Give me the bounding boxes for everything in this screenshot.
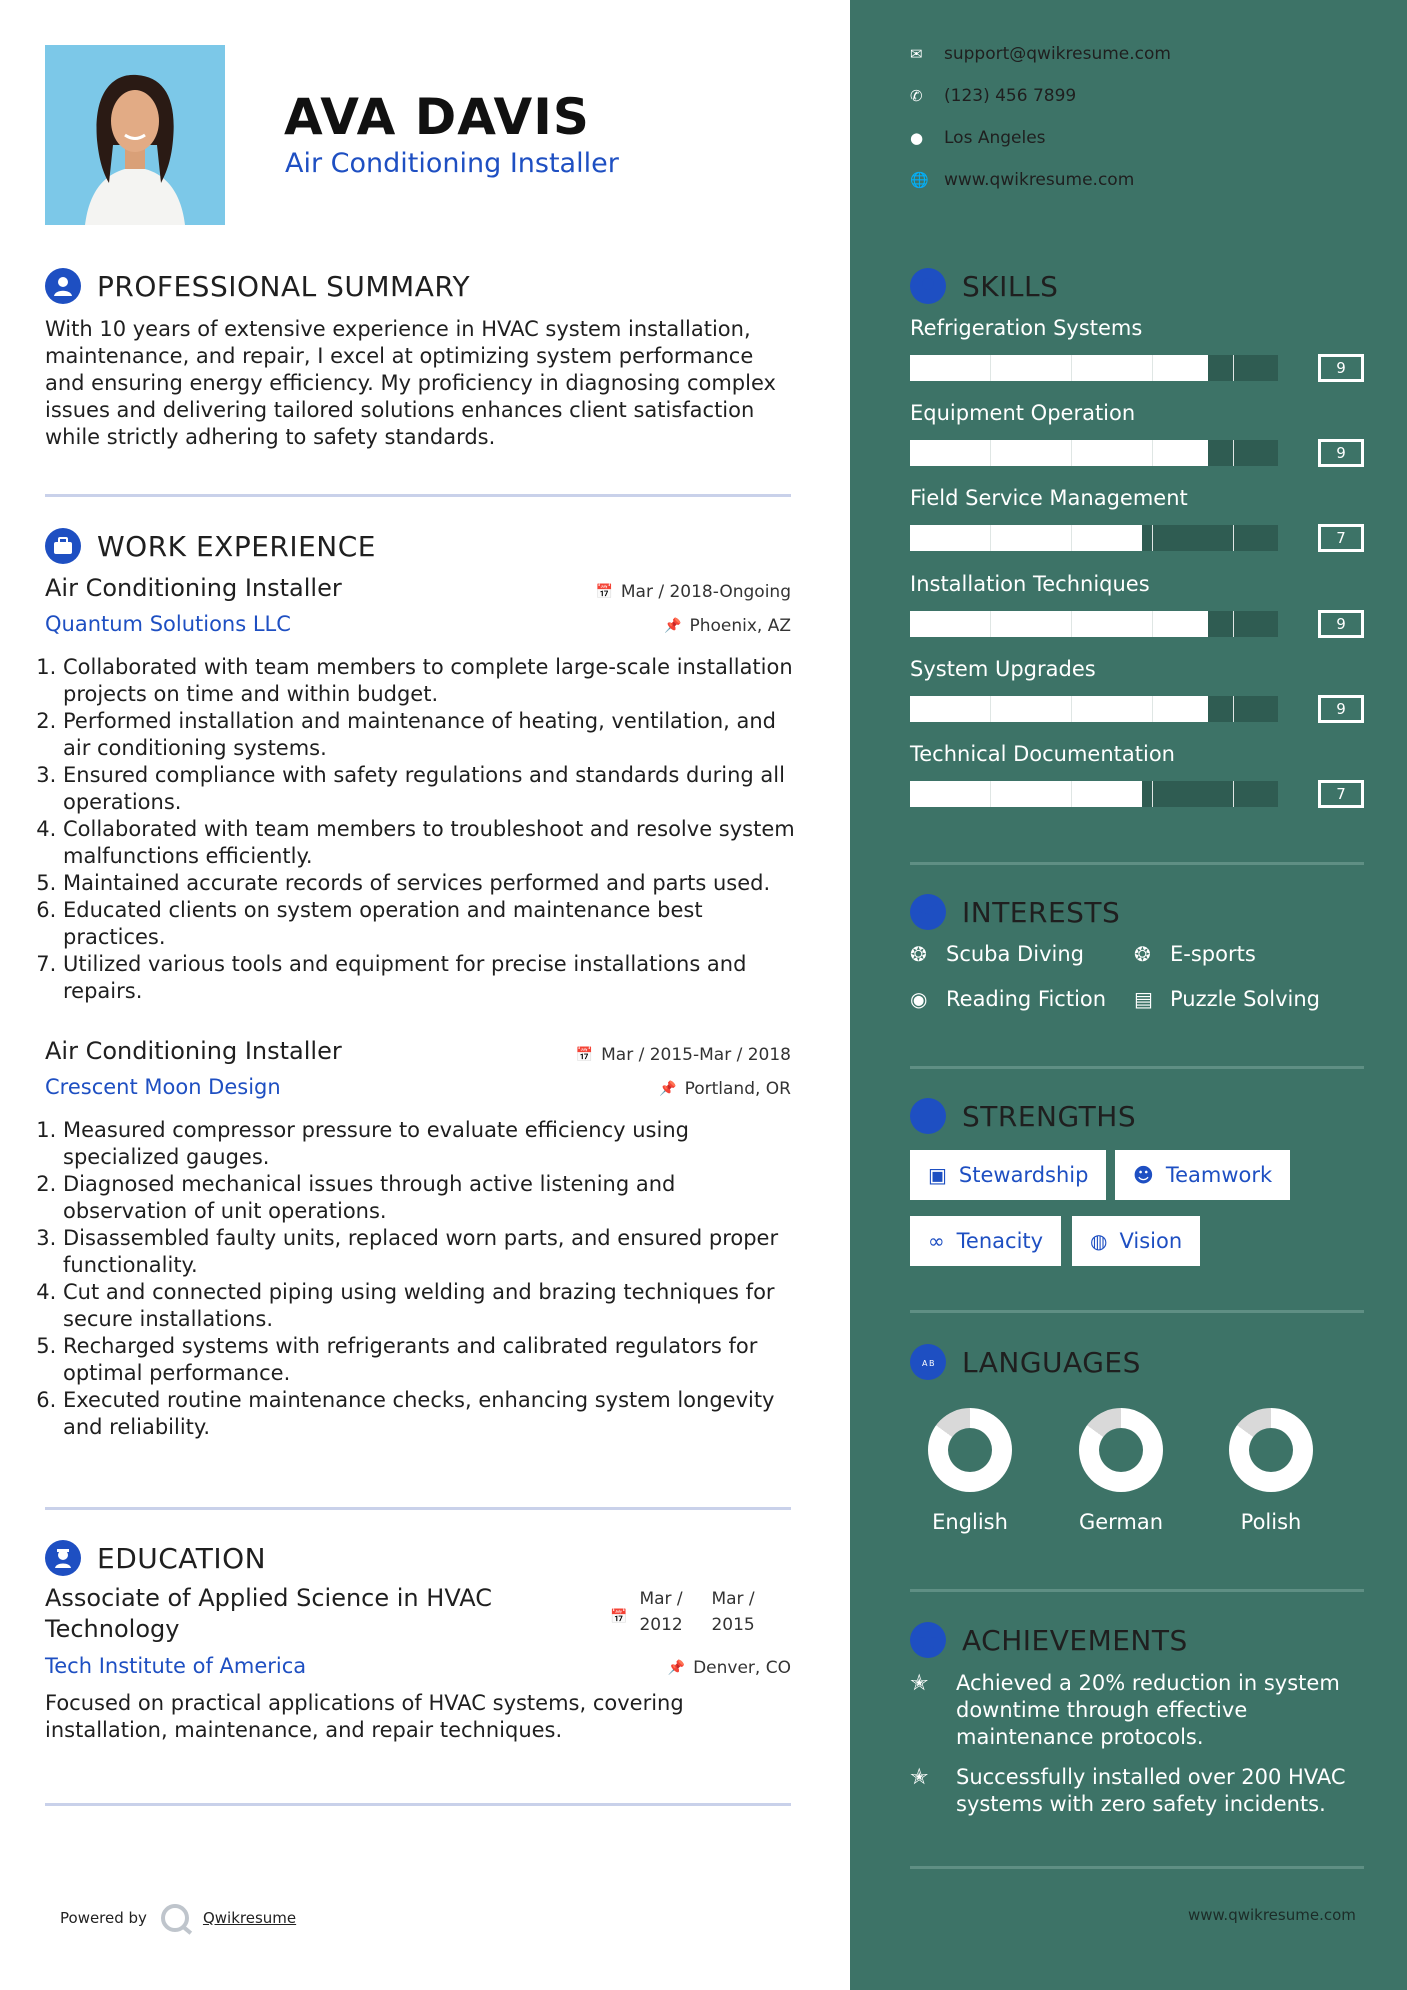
language-ring (1079, 1408, 1163, 1492)
briefcase-icon: ▣ (928, 1163, 947, 1187)
divider (910, 862, 1364, 865)
divider (45, 1803, 791, 1806)
job-dates (595, 582, 791, 602)
job-dates-text: Mar / 2015-Mar / 2018 (601, 1045, 791, 1065)
skills-title: SKILLS (962, 269, 1059, 303)
user-icon (45, 268, 81, 304)
skill-name: Technical Documentation (910, 742, 1175, 766)
education-school: Tech Institute of America (45, 1654, 307, 1678)
lifebuoy-icon: ❂ (1134, 942, 1151, 966)
contact-email-text: support@qwikresume.com (944, 44, 1171, 64)
paper-plane-icon (910, 894, 946, 930)
job-dates (576, 1045, 791, 1065)
interest-item (910, 987, 1106, 1011)
qwikresume-link[interactable]: Qwikresume (202, 1909, 297, 1927)
binoculars-icon: ◍ (1090, 1229, 1108, 1253)
divider (45, 494, 791, 497)
phone-icon: ✆ (910, 87, 923, 105)
contact-phone-text: (123) 456 7899 (944, 86, 1077, 106)
strength-chip (910, 1150, 1106, 1200)
gamepad-icon: ◉ (910, 987, 928, 1011)
interest-label: Scuba Diving (946, 942, 1084, 966)
skill-bar (910, 781, 1278, 807)
skill-score: 7 (1318, 524, 1364, 552)
language-label: Polish (1240, 1510, 1302, 1534)
skill-bar (910, 611, 1278, 637)
language-ring (928, 1408, 1012, 1492)
list-item: 6. Educated clients on system operation and maintenance best practices. (63, 897, 805, 951)
pin-icon: 📌 (664, 618, 682, 634)
list-item: 2. Diagnosed mechanical issues through active listening and observation of unit operations. (63, 1171, 805, 1225)
job-location (659, 1079, 791, 1099)
achievement-item (910, 1764, 1350, 1818)
education-start-month: Mar / (639, 1589, 683, 1609)
strength-chip (910, 1216, 1061, 1266)
contact-website[interactable] (910, 170, 1134, 190)
powered-by (60, 1904, 296, 1932)
language-label: English (932, 1510, 1008, 1534)
link-icon: ∞ (928, 1229, 945, 1253)
qwikresume-logo-icon (161, 1904, 189, 1932)
education-title: EDUCATION (97, 1541, 267, 1575)
contact-phone[interactable] (910, 86, 1076, 106)
contact-location (910, 128, 1046, 148)
list-item: 7. Utilized various tools and equipment for precise installations and repairs. (63, 951, 805, 1005)
lightbulb-icon (910, 268, 946, 304)
skill-score: 7 (1318, 780, 1364, 808)
skill-name: Field Service Management (910, 486, 1188, 510)
interest-item (1134, 942, 1256, 966)
achievements-heading (910, 1622, 1188, 1658)
education-description: Focused on practical applications of HVAC systems, covering installation, maintenance, and repair techniques. (45, 1691, 684, 1742)
job-title: Air Conditioning Installer (45, 1037, 342, 1065)
list-item: 3. Ensured compliance with safety regulations and standards during all operations. (63, 762, 805, 816)
contact-location-text: Los Angeles (944, 128, 1046, 148)
calendar-icon: 📅 (595, 584, 613, 600)
education-location-text: Denver, CO (693, 1658, 791, 1678)
strengths-title: STRENGTHS (962, 1099, 1137, 1133)
strength-chip (1115, 1150, 1290, 1200)
contact-email[interactable] (910, 44, 1171, 64)
skills-heading (910, 268, 1058, 304)
skill-score: 9 (1318, 610, 1364, 638)
list-item: 5. Recharged systems with refrigerants and calibrated regulators for optimal performance. (63, 1333, 805, 1387)
experience-title: WORK EXPERIENCE (97, 529, 376, 563)
skill-score: 9 (1318, 354, 1364, 382)
job-title: Air Conditioning Installer (45, 574, 342, 602)
list-item: 1. Collaborated with team members to complete large-scale installation projects on time and within budget. (63, 654, 805, 708)
achievements-title: ACHIEVEMENTS (962, 1623, 1188, 1657)
strength-label: Teamwork (1165, 1163, 1273, 1187)
job-location-text: Portland, OR (684, 1079, 791, 1099)
education-start (639, 1586, 699, 1638)
education-end-year: 2015 (711, 1615, 755, 1635)
translate-icon (910, 1344, 946, 1380)
interest-label: E-sports (1170, 942, 1256, 966)
contact-website-text: www.qwikresume.com (944, 170, 1135, 190)
education-end-month: Mar / (711, 1589, 755, 1609)
graduation-icon (45, 1540, 81, 1576)
users-icon: ☻ (1133, 1163, 1154, 1187)
summary-text: With 10 years of extensive experience in HVAC system installation, maintenance, and repair, I excel at optimizing system performance and ensuring energy efficiency. My proficiency in diagnosing complex issues and delivering tailored solutions enhances client satisfaction while strictly adhering to safety standards. (45, 317, 776, 449)
fist-icon (910, 1098, 946, 1134)
star-icon: ✭ (910, 1765, 929, 1790)
interests-heading (910, 894, 1120, 930)
interests-title: INTERESTS (962, 895, 1121, 929)
strength-label: Stewardship (958, 1163, 1089, 1187)
divider (910, 1589, 1364, 1592)
powered-by-label: Powered by (60, 1909, 147, 1927)
interest-item (910, 942, 1084, 966)
job-duties (45, 1117, 805, 1441)
skill-bar (910, 525, 1278, 551)
person-photo-icon (45, 45, 225, 225)
strength-chip (1072, 1216, 1200, 1266)
star-icon (910, 1622, 946, 1658)
briefcase-icon (45, 528, 81, 564)
star-icon: ✭ (910, 1671, 929, 1696)
location-pin-icon: ● (910, 129, 924, 147)
job-company: Crescent Moon Design (45, 1075, 281, 1099)
experience-heading (45, 528, 376, 564)
list-item: 5. Maintained accurate records of services performed and parts used. (63, 870, 805, 897)
skill-score: 9 (1318, 439, 1364, 467)
globe-icon: 🌐 (910, 171, 929, 189)
lifebuoy-icon: ❂ (910, 942, 927, 966)
skill-name: Refrigeration Systems (910, 316, 1143, 340)
education-start-year: 2012 (639, 1615, 683, 1635)
strength-label: Tenacity (956, 1229, 1044, 1253)
education-dates (610, 1586, 771, 1638)
achievement-item (910, 1670, 1350, 1751)
list-item: 6. Executed routine maintenance checks, enhancing system longevity and reliability. (63, 1387, 805, 1441)
candidate-role: Air Conditioning Installer (285, 148, 619, 179)
achievement-text: Successfully installed over 200 HVAC systems with zero safety incidents. (956, 1765, 1346, 1816)
divider (910, 1066, 1364, 1069)
skill-bar (910, 440, 1278, 466)
skill-bar (910, 355, 1278, 381)
summary-heading (45, 268, 470, 304)
skill-name: Equipment Operation (910, 401, 1136, 425)
job-location (664, 616, 791, 636)
skill-score: 9 (1318, 695, 1364, 723)
language-ring (1229, 1408, 1313, 1492)
divider (910, 1866, 1364, 1869)
pin-icon: 📌 (667, 1660, 686, 1676)
strengths-heading (910, 1098, 1136, 1134)
language-label: German (1078, 1510, 1164, 1534)
list-item: 4. Collaborated with team members to troubleshoot and resolve system malfunctions efficiently. (63, 816, 805, 870)
strength-label: Vision (1119, 1229, 1183, 1253)
list-item: 1. Measured compressor pressure to evaluate efficiency using specialized gauges. (63, 1117, 805, 1171)
book-icon: ▤ (1134, 987, 1153, 1011)
job-location-text: Phoenix, AZ (689, 616, 791, 636)
interest-item (1134, 987, 1320, 1011)
languages-heading (910, 1344, 1141, 1380)
skill-name: System Upgrades (910, 657, 1096, 681)
calendar-icon: 📅 (610, 1609, 628, 1625)
job-dates-text: Mar / 2018-Ongoing (620, 582, 791, 602)
summary-title: PROFESSIONAL SUMMARY (97, 269, 471, 303)
svg-text:A: A (922, 1359, 928, 1368)
divider (45, 1507, 791, 1510)
candidate-name: AVA DAVIS (284, 88, 590, 146)
education-degree: Associate of Applied Science in HVAC Technology (45, 1584, 492, 1643)
divider (910, 1310, 1364, 1313)
profile-photo (45, 45, 225, 225)
job-duties (45, 654, 805, 1005)
calendar-icon: 📅 (575, 1047, 594, 1063)
pin-icon: 📌 (659, 1081, 677, 1097)
achievement-text: Achieved a 20% reduction in system downtime through effective maintenance protocols. (956, 1671, 1340, 1749)
education-heading (45, 1540, 266, 1576)
interest-label: Puzzle Solving (1170, 987, 1320, 1011)
interest-label: Reading Fiction (946, 987, 1107, 1011)
list-item: 2. Performed installation and maintenance of heating, ventilation, and air conditioning systems. (63, 708, 805, 762)
education-location (668, 1658, 791, 1678)
skill-name: Installation Techniques (910, 572, 1150, 596)
languages-title: LANGUAGES (962, 1345, 1141, 1379)
list-item: 3. Disassembled faulty units, replaced worn parts, and ensured proper functionality. (63, 1225, 805, 1279)
list-item: 4. Cut and connected piping using welding and brazing techniques for secure installations. (63, 1279, 805, 1333)
skill-bar (910, 696, 1278, 722)
job-company: Quantum Solutions LLC (45, 612, 291, 636)
education-end (711, 1586, 771, 1638)
svg-text:B: B (929, 1359, 935, 1368)
envelope-icon: ✉ (910, 45, 923, 63)
footer-site-link[interactable]: www.qwikresume.com (1188, 1906, 1356, 1924)
